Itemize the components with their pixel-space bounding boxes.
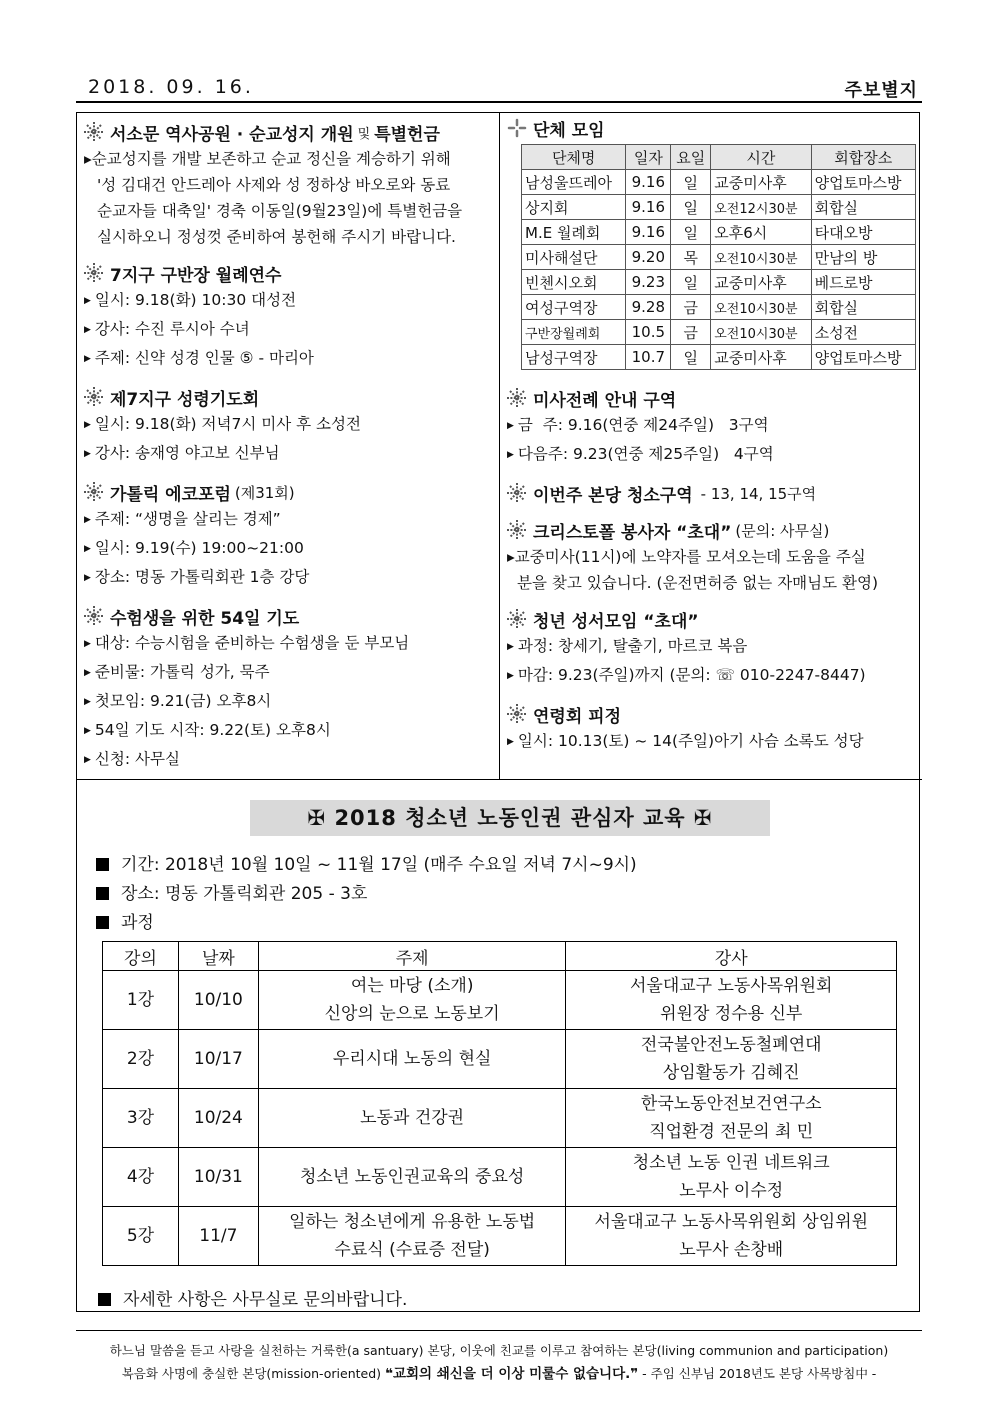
starburst-icon <box>84 606 104 626</box>
section-title: 미사전례 안내 구역 <box>507 384 917 412</box>
table-row: 2강 10/17 우리시대 노동의 현실 전국불안전노동철폐연대 상임활동가 김혜진 <box>103 1030 897 1089</box>
table-row: 남성구역장 10.7 일 교중미사후 양업토마스방 <box>522 345 916 370</box>
table-row: 1강 10/10 여는 마당 (소개) 신앙의 눈으로 노동보기 서울대교구 노동사목위원회 위원장 정수용 신부 <box>103 971 897 1030</box>
notice-mass-liturgy <box>507 384 917 470</box>
footer-rule <box>76 1330 922 1331</box>
list-item: ▶ 준비물: 가톨릭 성가, 묵주 <box>84 663 270 681</box>
list-item: ▶ 첫모임: 9.21(금) 오후8시 <box>84 692 272 710</box>
table-header: 날짜 <box>178 942 258 971</box>
section-title: 크리스토폴 봉사자 “초대” (문의: 사무실) <box>507 516 917 544</box>
list-item: ▶ 신청: 사무실 <box>84 750 180 768</box>
starburst-icon <box>507 388 527 408</box>
list-item: ▶ 금 주: 9.16(연중 제24주일) 3구역 <box>507 416 769 434</box>
section-title: 단체 모임 <box>507 114 917 142</box>
education-details <box>96 851 896 938</box>
flower-icon <box>507 118 527 138</box>
education-place: 장소: 명동 가톨릭회관 205 - 3호 <box>96 880 896 909</box>
table-header: 주제 <box>258 942 566 971</box>
list-item: ▶ 강사: 수진 루시아 수녀 <box>84 320 250 338</box>
list-item: ▶ 주제: “생명을 살리는 경제” <box>84 510 281 528</box>
table-row: 5강 11/7 일하는 청소년에게 유용한 노동법 수료식 (수료증 전달) 서울대교구 노동사목위원회 상임위원 노무사 손창배 <box>103 1207 897 1266</box>
starburst-icon <box>84 122 104 142</box>
group-meetings-table <box>521 144 916 370</box>
list-item: ▶ 일시: 9.19(수) 19:00~21:00 <box>84 539 304 557</box>
starburst-icon <box>507 704 527 724</box>
list-item: ▶ 마감: 9.23(주일)까지 (문의: ☏ 010-2247-8447) <box>507 666 866 684</box>
notice-district-training <box>84 259 494 374</box>
left-column <box>84 118 494 784</box>
table-header: 회합장소 <box>811 145 915 170</box>
section-title: 7지구 구반장 월례연수 <box>84 259 494 287</box>
notice-body: ▸교중미사(11시)에 노약자를 모셔오는데 도움을 주실 분을 찾고 있습니다. (운전면허증 없는 자매님도 환영) <box>507 548 879 592</box>
table-row: 4강 10/31 청소년 노동인권교육의 중요성 청소년 노동 인권 네트워크 노무사 이수정 <box>103 1148 897 1207</box>
notice-exam-prayer <box>84 602 494 775</box>
section-title: 이번주 본당 청소구역 - 13, 14, 15구역 <box>507 479 917 507</box>
list-item: ▶ 일시: 9.18(화) 저녁7시 미사 후 소성전 <box>84 415 361 433</box>
section-title: 가톨릭 에코포럼 (제31회) <box>84 478 494 506</box>
table-header: 강의 <box>103 942 179 971</box>
table-header: 단체명 <box>522 145 626 170</box>
list-item: ▶ 일시: 10.13(토) ~ 14(주일)아기 사슴 소록도 성당 <box>507 732 864 750</box>
section-title: 서소문 역사공원 · 순교성지 개원 및 특별헌금 <box>84 118 494 146</box>
section-title: 제7지구 성령기도회 <box>84 383 494 411</box>
education-banner: ✠ 2018 청소년 노동인권 관심자 교육 ✠ <box>250 800 770 836</box>
table-row: 상지회 9.16 일 오전12시30분 회합실 <box>522 195 916 220</box>
education-schedule-table <box>102 941 897 1266</box>
list-item: ▶ 일시: 9.18(화) 10:30 대성전 <box>84 291 297 309</box>
bulletin-date: 2018. 09. 16. <box>88 76 254 98</box>
table-row: 미사해설단 9.20 목 오전10시30분 만남의 방 <box>522 245 916 270</box>
table-header: 요일 <box>671 145 711 170</box>
notice-retreat <box>507 700 917 757</box>
notice-eco-forum <box>84 478 494 593</box>
section-title: 청년 성서모임 “초대” <box>507 605 917 633</box>
table-row: 빈첸시오회 9.23 일 교중미사후 베드로방 <box>522 270 916 295</box>
notice-volunteers <box>507 516 917 596</box>
starburst-icon <box>84 387 104 407</box>
list-item: ▶ 54일 기도 시작: 9.22(토) 오후8시 <box>84 721 331 739</box>
table-row: 남성울뜨레아 9.16 일 교중미사후 양업토마스방 <box>522 170 916 195</box>
table-header: 일자 <box>626 145 671 170</box>
notice-martyrs-shrine <box>84 118 494 250</box>
right-column <box>507 114 917 766</box>
starburst-icon <box>84 263 104 283</box>
education-course-label: 과정 <box>96 909 896 938</box>
starburst-icon <box>507 609 527 629</box>
table-row: M.E 월례회 9.16 일 오후6시 타대오방 <box>522 220 916 245</box>
table-header: 강사 <box>566 942 897 971</box>
education-period: 기간: 2018년 10월 10일 ~ 11월 17일 (매주 수요일 저녁 7시~9시) <box>96 851 896 880</box>
column-divider <box>499 112 500 779</box>
list-item: ▶ 과정: 창세기, 탈출기, 마르코 복음 <box>507 637 748 655</box>
table-row: 구반장월례회 10.5 금 오전10시30분 소성전 <box>522 320 916 345</box>
notice-prayer-meeting <box>84 383 494 469</box>
table-row: 여성구역장 9.28 금 오전10시30분 회합실 <box>522 295 916 320</box>
starburst-icon <box>507 483 527 503</box>
bulletin-title: 주보별지 <box>844 80 918 101</box>
group-meetings <box>507 114 917 370</box>
education-note: 자세한 사항은 사무실로 문의바랍니다. <box>98 1285 407 1310</box>
table-row: 3강 10/24 노동과 건강권 한국노동안전보건연구소 직업환경 전문의 최 민 <box>103 1089 897 1148</box>
footer-motto: 하느님 말씀을 듣고 사랑을 실천하는 거룩한(a santuary) 본당, 이웃에 친교를 이루고 참여하는 본당(living communion and participation) 복음화 사명에 충실한 본당(mission-oriented) ❝교회의 쇄신을 더 이상 미룰수 없습니다.❞ - 주임 신부님 2018년도 본당 사목방침中 - <box>109 1343 889 1382</box>
starburst-icon <box>507 520 527 540</box>
list-item: ▶ 주제: 신약 성경 인물 ⑤ - 마리아 <box>84 349 314 367</box>
notice-body: ▸순교성지를 개발 보존하고 순교 정신을 계승하기 위해 '성 김대건 안드레아 사제와 성 정하상 바오로와 동료 순교자들 대축일' 경축 이동일(9월23일)에 특별헌금을 실시하오니 정성껏 준비하여 봉헌해 주시기 바랍니다. <box>84 150 463 246</box>
notice-cleaning <box>507 479 917 507</box>
list-item: ▶ 강사: 송재영 야고보 신부님 <box>84 444 280 462</box>
list-item: ▶ 대상: 수능시험을 준비하는 수험생을 둔 부모님 <box>84 634 410 652</box>
section-title: 수험생을 위한 54일 기도 <box>84 602 494 630</box>
section-title: 연령회 피정 <box>507 700 917 728</box>
list-item: ▶ 장소: 명동 가톨릭회관 1층 강당 <box>84 568 310 586</box>
table-header: 시간 <box>711 145 811 170</box>
starburst-icon <box>84 482 104 502</box>
notice-bible-study <box>507 605 917 691</box>
list-item: ▶ 다음주: 9.23(연중 제25주일) 4구역 <box>507 445 774 463</box>
header-rule <box>76 101 922 103</box>
